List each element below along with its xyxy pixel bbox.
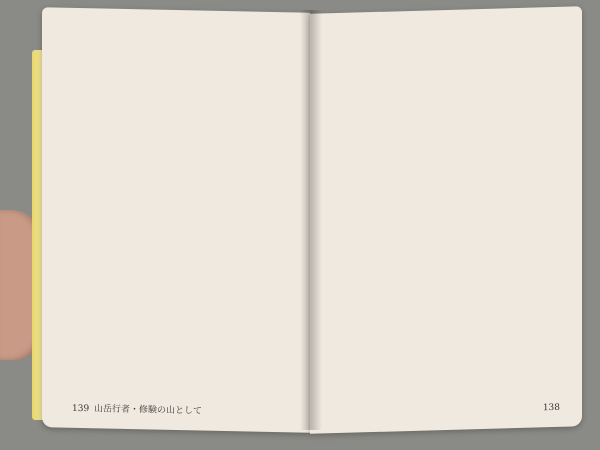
left-page [42,7,310,433]
open-book [30,10,590,445]
right-page [310,6,582,434]
right-page-number: 138 [542,402,560,414]
left-running-head: 山岳行者・修験の山として [94,404,203,417]
left-page-number: 139 [72,403,90,415]
right-text-block [328,35,558,393]
left-text-block [76,36,296,393]
book-gutter [300,10,322,430]
